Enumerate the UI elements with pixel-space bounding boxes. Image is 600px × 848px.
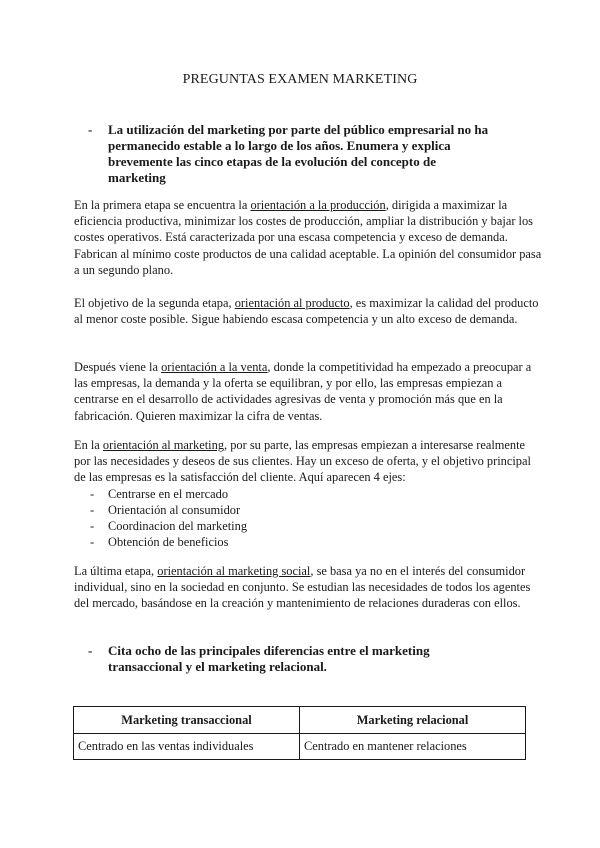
axes-list xyxy=(74,486,544,551)
paragraph-text: , por su parte, las empresas empiezan a interesarse realmente por las necesidades y deseos de sus clientes. Hay un exceso de oferta, y el objetivo principal de las empresas es la satisfacción del cliente. Aquí aparecen 4 ejes: xyxy=(74,438,531,485)
paragraph-text: El objetivo de la segunda etapa, xyxy=(74,296,235,310)
table-header-row xyxy=(74,707,526,734)
table-cell: Centrado en las ventas individuales xyxy=(74,734,300,760)
question-2-bullet: - xyxy=(88,643,93,658)
list-item: - Centrarse en el mercado xyxy=(74,486,544,502)
question-2-text: Cita ocho de las principales diferencias entre el marketing transaccional y el marketing relacional. xyxy=(108,643,430,674)
table-row xyxy=(74,734,526,760)
paragraph-social xyxy=(74,563,544,612)
list-item: - Orientación al consumidor xyxy=(74,502,544,518)
question-2 xyxy=(88,643,488,675)
list-item: - Obtención de beneficios xyxy=(74,534,544,550)
paragraph-text: Después viene la xyxy=(74,360,162,374)
paragraph-production xyxy=(74,197,544,278)
underlined-term: orientación al marketing social xyxy=(157,564,311,578)
paragraph-text: La última etapa, xyxy=(74,564,158,578)
page-title: PREGUNTAS EXAMEN MARKETING xyxy=(182,72,418,87)
paragraph-text: , donde la competitividad ha empezado a preocupar a las empresas, la demanda y la oferta se equilibran, y por ello, las empresas empiezan a centrarse en el desarrollo de actividades agresivas de venta y promoción más que en la fabricación. Quieren maximizar la cifra de ventas. xyxy=(74,360,532,423)
question-1-bullet: - xyxy=(88,122,93,137)
underlined-term: orientación a la venta xyxy=(161,360,268,374)
paragraph-sales xyxy=(74,359,544,424)
table-header-cell: Marketing transaccional xyxy=(74,707,300,734)
table-cell: Centrado en mantener relaciones xyxy=(300,734,526,760)
question-1-text: La utilización del marketing por parte del público empresarial no ha permanecido estable a lo largo de los años. Enumera y explica brevemente las cinco etapas de la evolución del concepto de marketing xyxy=(108,122,489,185)
comparison-table xyxy=(73,706,526,760)
table-header-cell: Marketing relacional xyxy=(300,707,526,734)
list-item: - Coordinacion del marketing xyxy=(74,518,544,534)
question-1 xyxy=(88,122,493,186)
underlined-term: orientación a la producción xyxy=(250,198,386,212)
paragraph-text: En la primera etapa se encuentra la xyxy=(74,198,251,212)
paragraph-marketing xyxy=(74,437,544,550)
underlined-term: orientación al marketing xyxy=(102,438,225,452)
paragraph-text: , es maximizar la calidad del producto al menor coste posible. Sigue habiendo escasa competencia y un alto exceso de demanda. xyxy=(74,296,539,327)
paragraph-text: , se basa ya no en el interés del consumidor individual, sino en la sociedad en conjunto. Se estudian las necesidades de todos los agentes del mercado, basándose en la creación y mantenimiento de relaciones duraderas con ellos. xyxy=(74,564,531,611)
paragraph-text: En la xyxy=(74,438,103,452)
paragraph-text: , dirigida a maximizar la eficiencia productiva, minimizar los costes de producción, ampliar la distribución y bajar los costes operativos. Está caracterizada por una escasa competencia y exceso de demanda. Fabrican al mínimo coste productos de una calidad aceptable. La opinión del consumidor pasa a un segundo plano. xyxy=(74,198,542,277)
underlined-term: orientación al producto xyxy=(234,296,350,310)
paragraph-product xyxy=(74,295,544,327)
